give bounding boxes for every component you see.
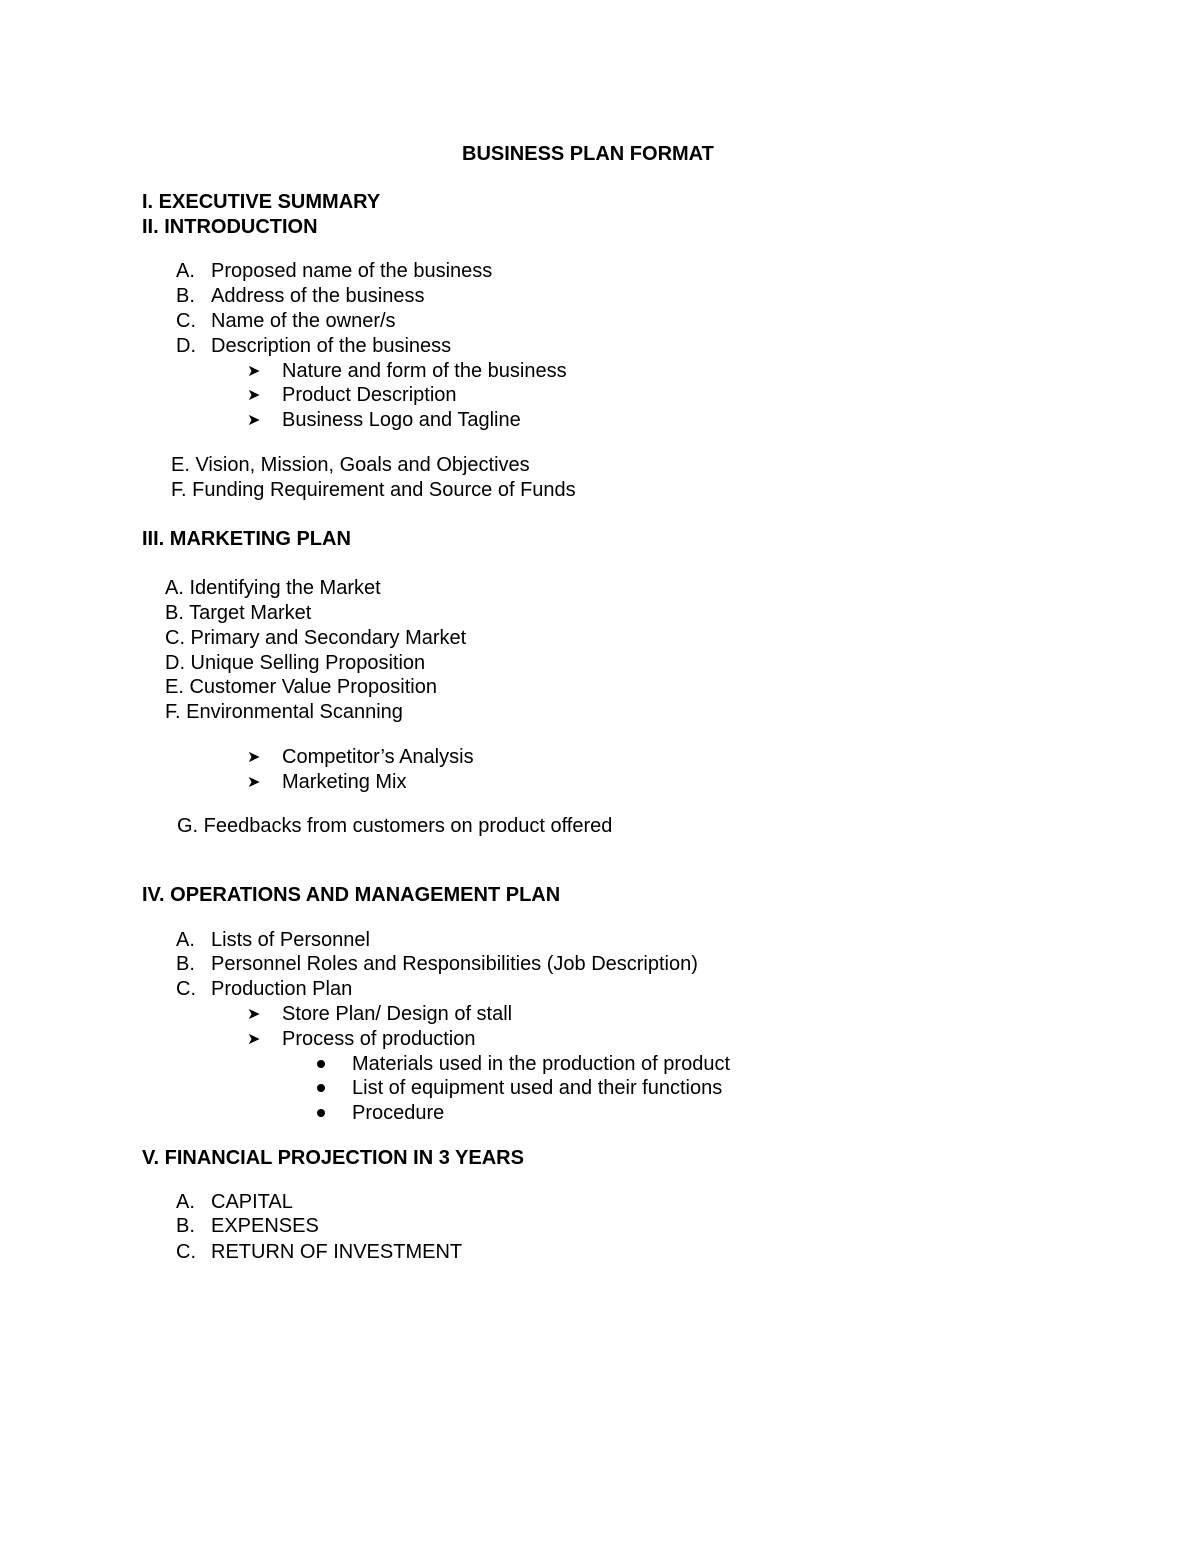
arrow-bullet-icon: ➤ [247, 412, 261, 429]
financial-item-a-text: CAPITAL [211, 1191, 293, 1213]
operations-item-b-text: Personnel Roles and Responsibilities (Job Description) [211, 953, 698, 975]
intro-item-a-marker: A. [176, 260, 195, 282]
intro-item-e: E. Vision, Mission, Goals and Objectives [171, 454, 530, 476]
intro-item-d-text: Description of the business [211, 335, 452, 357]
financial-item-b-text: EXPENSES [211, 1215, 319, 1237]
intro-sub-item: Business Logo and Tagline [282, 409, 521, 431]
marketing-item-b: B. Target Market [165, 602, 312, 624]
arrow-bullet-icon: ➤ [247, 774, 261, 791]
intro-item-f: F. Funding Requirement and Source of Funds [171, 479, 576, 501]
marketing-item-e: E. Customer Value Proposition [165, 676, 437, 698]
intro-sub-item: Product Description [282, 384, 457, 406]
intro-item-b-text: Address of the business [211, 285, 425, 307]
operations-item-b-marker: B. [176, 953, 195, 975]
intro-item-c-text: Name of the owner/s [211, 310, 396, 332]
financial-item-a-marker: A. [176, 1191, 195, 1213]
operations-item-c-marker: C. [176, 978, 196, 1000]
financial-item-c-marker: C. [176, 1241, 196, 1263]
arrow-bullet-icon: ➤ [247, 1031, 261, 1048]
section-heading-financial-projection: V. FINANCIAL PROJECTION IN 3 YEARS [142, 1147, 524, 1169]
marketing-sub-item: Competitor’s Analysis [282, 746, 474, 768]
arrow-bullet-icon: ➤ [247, 749, 261, 766]
marketing-item-f: F. Environmental Scanning [165, 701, 403, 723]
marketing-item-d: D. Unique Selling Proposition [165, 652, 426, 674]
operations-item-a-marker: A. [176, 929, 195, 951]
section-heading-marketing-plan: III. MARKETING PLAN [142, 528, 351, 550]
section-heading-executive-summary: I. EXECUTIVE SUMMARY [142, 191, 381, 213]
operations-item-a-text: Lists of Personnel [211, 929, 370, 951]
intro-sub-item: Nature and form of the business [282, 360, 567, 382]
intro-item-c-marker: C. [176, 310, 196, 332]
intro-item-a-text: Proposed name of the business [211, 260, 493, 282]
dot-bullet-icon [317, 1109, 325, 1117]
dot-bullet-icon [317, 1060, 325, 1068]
marketing-item-g: G. Feedbacks from customers on product offered [177, 815, 613, 837]
arrow-bullet-icon: ➤ [247, 363, 261, 380]
arrow-bullet-icon: ➤ [247, 1006, 261, 1023]
marketing-sub-item: Marketing Mix [282, 771, 407, 793]
marketing-item-c: C. Primary and Secondary Market [165, 627, 467, 649]
operations-bullet-item: Materials used in the production of product [352, 1053, 730, 1075]
section-heading-operations-plan: IV. OPERATIONS AND MANAGEMENT PLAN [142, 884, 561, 906]
intro-item-d-marker: D. [176, 335, 196, 357]
arrow-bullet-icon: ➤ [247, 387, 261, 404]
document-title: BUSINESS PLAN FORMAT [462, 143, 714, 165]
operations-item-c-text: Production Plan [211, 978, 353, 1000]
intro-item-b-marker: B. [176, 285, 195, 307]
operations-sub-item: Store Plan/ Design of stall [282, 1003, 513, 1025]
operations-bullet-item: Procedure [352, 1102, 445, 1124]
operations-bullet-item: List of equipment used and their functions [352, 1077, 723, 1099]
marketing-item-a: A. Identifying the Market [165, 577, 381, 599]
financial-item-c-text: RETURN OF INVESTMENT [211, 1241, 463, 1263]
financial-item-b-marker: B. [176, 1215, 195, 1237]
dot-bullet-icon [317, 1084, 325, 1092]
section-heading-introduction: II. INTRODUCTION [142, 216, 318, 238]
operations-sub-item: Process of production [282, 1028, 476, 1050]
